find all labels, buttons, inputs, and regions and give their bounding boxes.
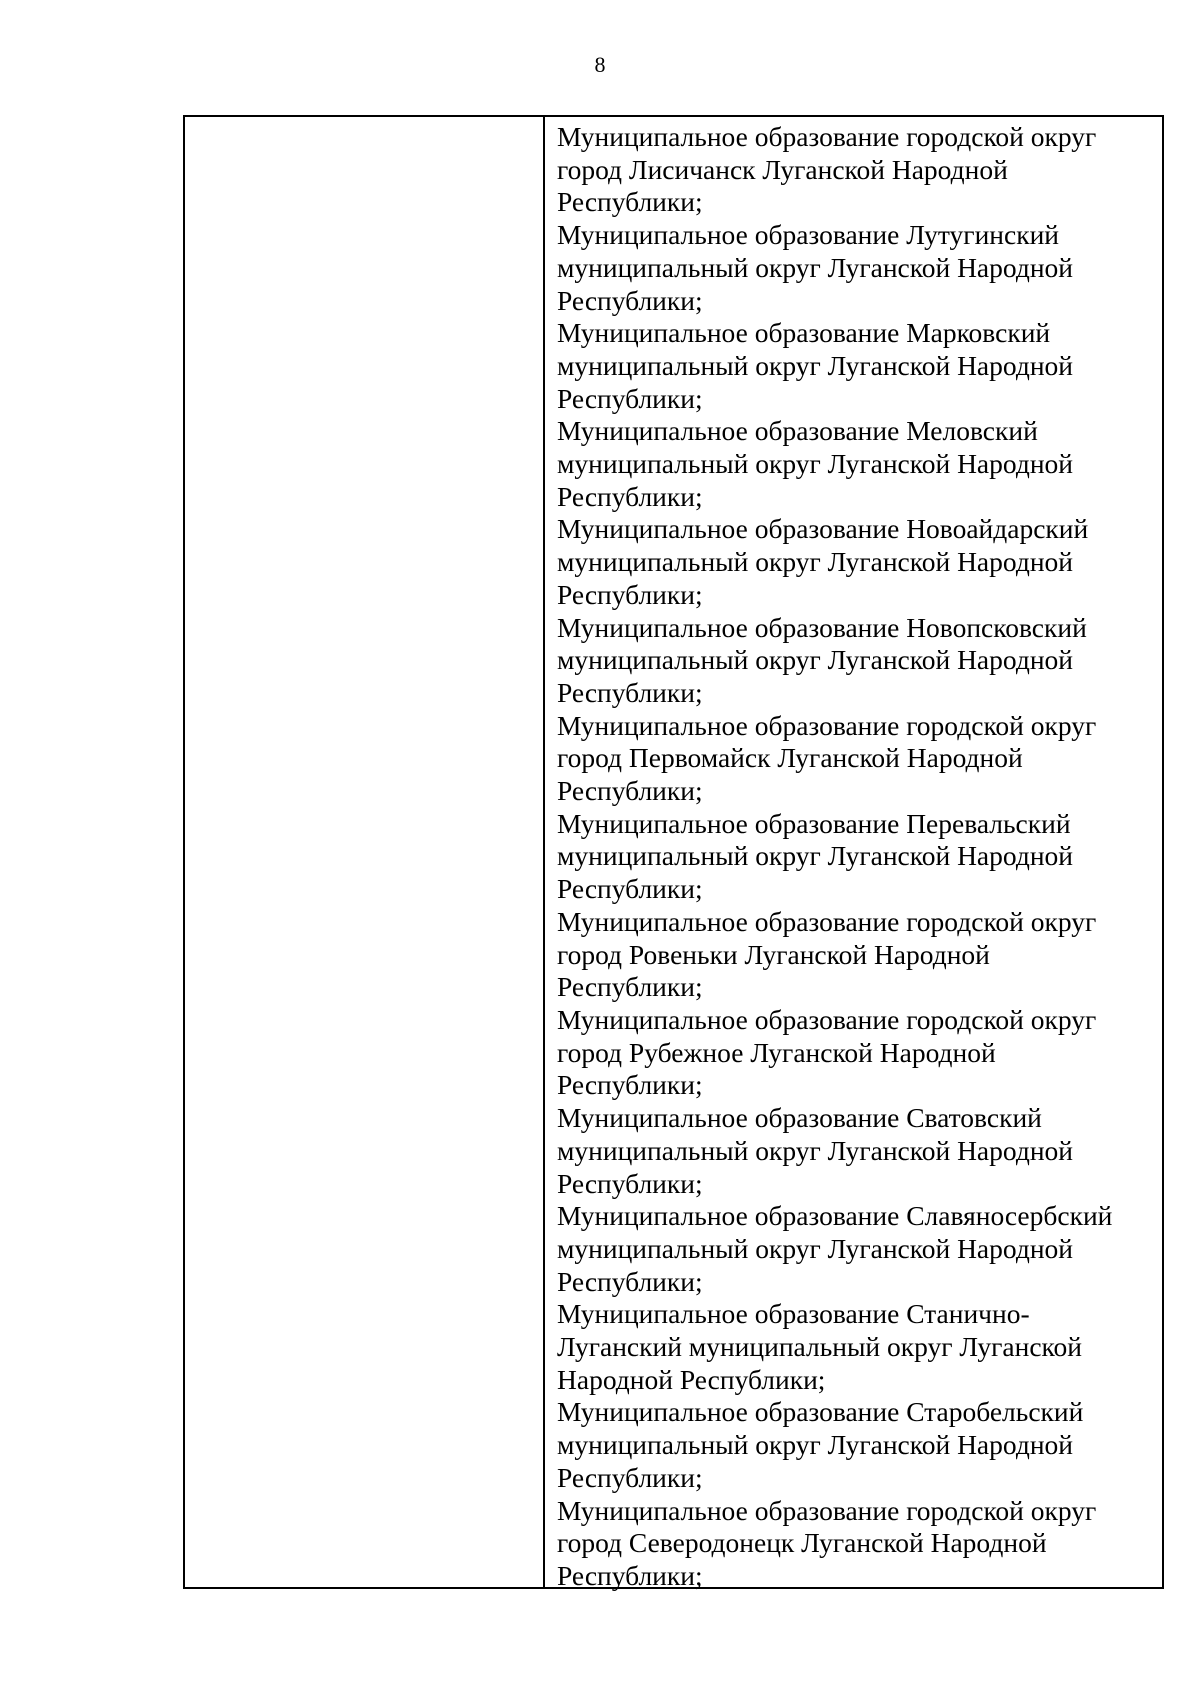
municipality-entry [557,1200,1162,1298]
entry-line: Республики; [557,775,703,807]
municipality-entry [557,1298,1162,1396]
municipality-entry [557,415,1162,513]
entry-line: Народной Республики; [557,1363,826,1395]
municipality-entry [557,1102,1162,1200]
entry-line: муниципальный округ Луганской Народной [557,644,1074,676]
municipality-entry [557,121,1162,219]
entry-line: город Первомайск Луганской Народной [557,742,1023,774]
entry-line: Муниципальное образование Новоайдарский [557,513,1089,545]
entry-line: муниципальный округ Луганской Народной [557,546,1074,578]
entry-line: муниципальный округ Луганской Народной [557,349,1074,381]
entry-line: Республики; [557,480,703,512]
entry-line: муниципальный округ Луганской Народной [557,448,1074,480]
entry-line: Республики; [557,1461,703,1493]
entry-line: Муниципальное образование Новопсковский [557,611,1087,643]
entry-line: Республики; [557,578,703,610]
municipality-entry [557,906,1162,1004]
entry-line: Муниципальное образование Славяносербский [557,1200,1113,1232]
page-number: 8 [594,52,606,77]
municipality-entry [557,1396,1162,1494]
entry-line: Республики; [557,873,703,905]
entry-line: Муниципальное образование Станично- [557,1298,1030,1330]
entry-line: Республики; [557,382,703,414]
entry-line: Муниципальное образование городской округ [557,905,1097,937]
municipality-entry [557,513,1162,611]
municipality-entry [557,317,1162,415]
entry-line: Муниципальное образование Меловский [557,415,1038,447]
document-table [183,115,1164,1589]
municipality-entry [557,808,1162,906]
entry-line: муниципальный округ Луганской Народной [557,840,1074,872]
entry-line: Муниципальное образование Старобельский [557,1396,1084,1428]
entry-line: город Ровеньки Луганской Народной [557,938,990,970]
entry-line: Муниципальное образование Лутугинский [557,219,1060,251]
municipality-entry [557,710,1162,808]
table-left-cell [185,117,545,1587]
entry-line: Муниципальное образование городской округ [557,1003,1097,1035]
municipality-entry [557,1004,1162,1102]
entry-line: Республики; [557,1265,703,1297]
entry-line: Луганский муниципальный округ Луганской [557,1331,1082,1363]
municipality-entry [557,612,1162,710]
entry-line: Республики; [557,284,703,316]
entry-line: город Рубежное Луганской Народной [557,1036,996,1068]
entry-line: муниципальный округ Луганской Народной [557,1429,1074,1461]
entry-line: Муниципальное образование Сватовский [557,1102,1042,1134]
entry-line: Республики; [557,1069,703,1101]
entry-line: город Лисичанск Луганской Народной [557,153,1008,185]
entry-line: Муниципальное образование Перевальский [557,807,1071,839]
entry-line: Республики; [557,186,703,218]
entry-line: Муниципальное образование Марковский [557,317,1051,349]
municipality-entry [557,1495,1162,1593]
entry-line: Республики; [557,676,703,708]
entry-line: муниципальный округ Луганской Народной [557,1134,1074,1166]
entry-line: Муниципальное образование городской округ [557,709,1097,741]
entry-line: Республики; [557,1167,703,1199]
entry-line: муниципальный округ Луганской Народной [557,1232,1074,1264]
entry-line: Республики; [557,1559,703,1591]
entry-line: Муниципальное образование городской округ [557,1494,1097,1526]
municipality-entry [557,219,1162,317]
entry-line: Республики; [557,971,703,1003]
entry-line: город Северодонецк Луганской Народной [557,1527,1047,1559]
table-right-cell [545,117,1162,1591]
entry-line: Муниципальное образование городской округ [557,121,1097,152]
entry-line: муниципальный округ Луганской Народной [557,251,1074,283]
